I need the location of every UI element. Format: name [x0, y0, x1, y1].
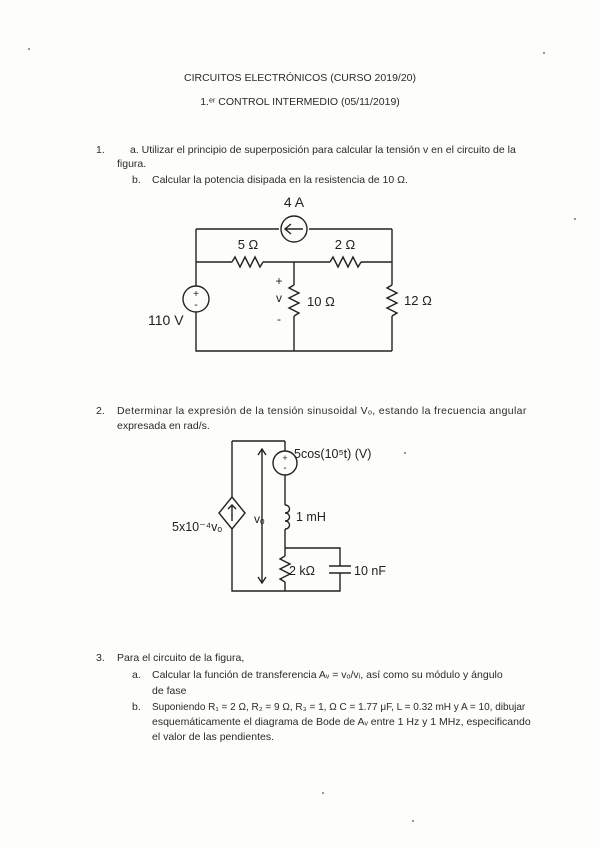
q3-a-text-line1: Calcular la función de transferencia Aᵥ = vₒ/vᵢ, así como su módulo y ángulo — [152, 669, 503, 681]
c1-resistor-5-symbol — [232, 257, 263, 267]
scan-speck — [404, 452, 406, 454]
scan-speck — [322, 792, 324, 794]
scan-speck — [574, 218, 576, 220]
c2-label-inductor: 1 mH — [296, 510, 326, 524]
c1-label-2ohm: 2 Ω — [334, 237, 356, 252]
q1-b-text: Calcular la potencia disipada en la resistencia de 10 Ω. — [152, 174, 408, 186]
c2-dependent-arrow-icon — [228, 505, 236, 521]
exam-subtitle: 1.ᵉʳ CONTROL INTERMEDIO (05/11/2019) — [200, 96, 400, 108]
c2-inductor-symbol — [285, 505, 290, 529]
q3-b-text-line1: Suponiendo R₁ = 2 Ω, R₂ = 9 Ω, R₃ = 1, Ω C = 1.77 μF, L = 0.32 mH y A = 10, dibujar — [152, 702, 526, 713]
circuit-1 — [183, 216, 397, 351]
q1-number: 1. — [96, 144, 105, 156]
q3-a-text-line2: de fase — [152, 685, 187, 697]
c1-resistor-12-symbol — [387, 285, 397, 316]
q2-number: 2. — [96, 405, 105, 417]
q2-text-line2: expresada en rad/s. — [117, 420, 210, 432]
exam-title: CIRCUITOS ELECTRÓNICOS (CURSO 2019/20) — [183, 72, 417, 84]
circuit-2-labels — [172, 447, 386, 578]
c2-source-minus: - — [283, 463, 287, 474]
c2-source-plus: + — [282, 453, 288, 463]
c1-label-4a: 4 A — [283, 194, 305, 210]
c2-label-vo: vₒ — [254, 512, 265, 526]
c2-capacitor-symbol — [329, 566, 351, 573]
c2-label-resistor: 2 kΩ — [289, 564, 316, 578]
c1-v-plus: + — [275, 274, 283, 288]
q3-b-text-line3: el valor de las pendientes. — [152, 731, 274, 743]
c1-v-minus: - — [277, 312, 281, 326]
c1-source-minus: - — [194, 299, 198, 311]
c2-label-capacitor: 10 nF — [354, 564, 386, 578]
q3-a-label: a. — [132, 669, 141, 681]
c1-label-110v: 110 V — [148, 312, 184, 328]
q3-intro: Para el circuito de la figura, — [117, 652, 245, 664]
scan-speck — [412, 820, 414, 822]
c2-label-source: 5cos(10⁵t) (V) — [294, 447, 372, 461]
c1-current-arrow-icon — [285, 224, 303, 234]
c2-label-dependent: 5x10⁻⁴vₒ — [172, 520, 223, 534]
q2-text-line1: Determinar la expresión de la tensión sinusoidal Vₒ, estando la frecuencia angular — [117, 405, 527, 417]
c2-parallel-top-wire — [285, 548, 340, 560]
c1-label-5ohm: 5 Ω — [237, 237, 259, 252]
scan-speck — [28, 48, 30, 50]
scan-speck — [543, 52, 545, 54]
q1-a-text-line1: a. Utilizar el principio de superposición para calcular la tensión v en el circuito de la — [130, 144, 516, 156]
q1-a-text-line2: figura. — [117, 158, 147, 170]
c1-resistor-2-symbol — [330, 257, 361, 267]
c2-left-wire-bottom — [232, 529, 285, 591]
q3-b-label: b. — [132, 701, 141, 713]
q3-number: 3. — [96, 652, 105, 664]
c1-v-label: v — [276, 291, 282, 305]
q1-b-label: b. — [132, 174, 141, 186]
c1-label-12ohm: 12 Ω — [404, 293, 432, 308]
c1-source-plus: + — [193, 289, 199, 300]
q3-b-text-line2: esquemáticamente el diagrama de Bode de Aᵥ entre 1 Hz y 1 MHz, especificando — [152, 716, 531, 728]
c1-resistor-10-symbol — [289, 285, 299, 316]
c1-label-10ohm: 10 Ω — [307, 294, 335, 309]
